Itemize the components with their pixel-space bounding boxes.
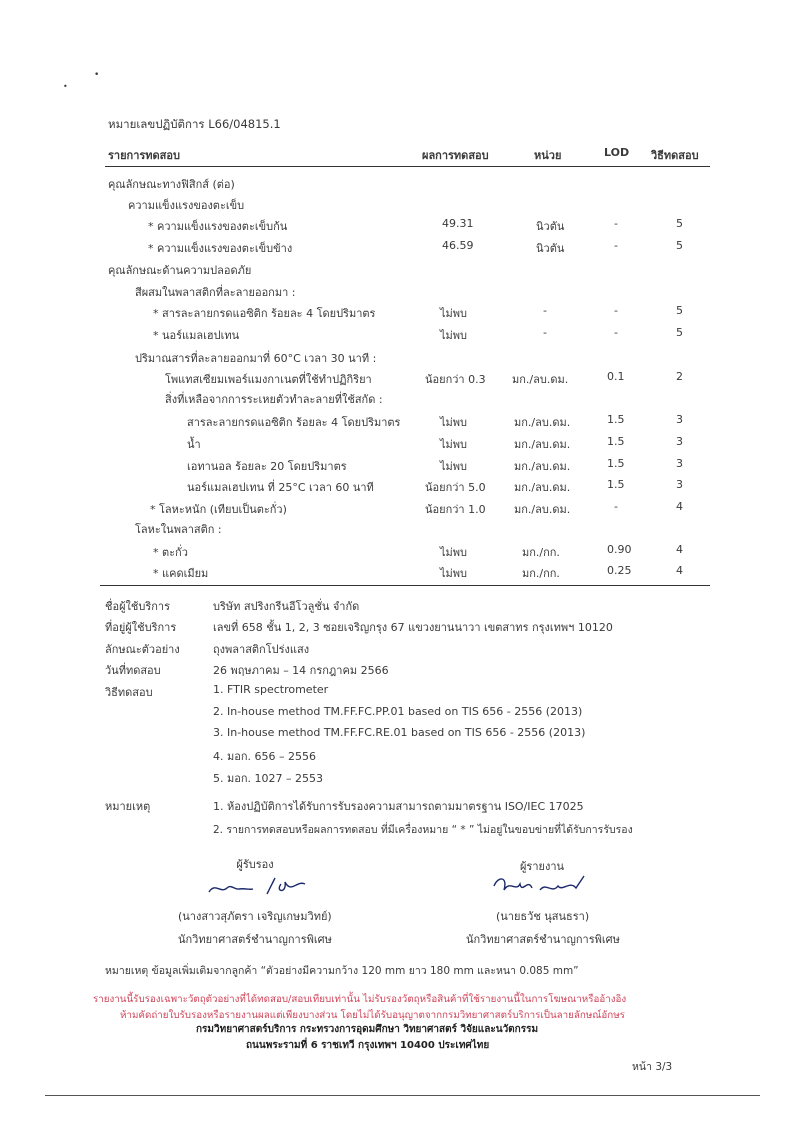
row-method: 3 — [676, 435, 683, 448]
row-method: 2 — [676, 370, 683, 383]
row-lod: 1.5 — [607, 435, 625, 448]
method-item: 4. มอก. 656 – 2556 — [213, 750, 316, 763]
row-method: 5 — [676, 217, 683, 230]
header-divider — [105, 166, 710, 167]
customer-note: หมายเหตุ ข้อมูลเพิ่มเติมจากลูกค้า “ตัวอย่างมีความกว้าง 120 mm ยาว 180 mm และหนา 0.085 mm” — [105, 965, 579, 977]
reporter-signature — [490, 870, 590, 904]
row-method: 3 — [676, 478, 683, 491]
row-method: 5 — [676, 304, 683, 317]
row-item: * ความแข็งแรงของตะเข็บข้าง — [148, 242, 293, 255]
row-unit: - — [543, 326, 547, 339]
certifier-signature — [205, 870, 315, 904]
row-result: ไม่พบ — [440, 438, 468, 451]
row-unit: มก./ลบ.ดม. — [514, 481, 571, 494]
row-lod: - — [614, 217, 618, 230]
sample-label: ลักษณะตัวอย่าง — [105, 643, 180, 656]
method-label: วิธีทดสอบ — [105, 686, 153, 699]
row-item: คุณลักษณะด้านความปลอดภัย — [108, 264, 252, 277]
row-item: ความแข็งแรงของตะเข็บ — [128, 199, 245, 212]
row-item: คุณลักษณะทางฟิสิกส์ (ต่อ) — [108, 178, 235, 191]
header-unit: หน่วย — [534, 149, 562, 162]
org-name: กรมวิทยาศาสตร์บริการ กระทรวงการอุดมศึกษา วิทยาศาสตร์ วิจัยและนวัตกรรม — [196, 1024, 539, 1035]
certifier-position: นักวิทยาศาสตร์ชำนาญการพิเศษ — [178, 933, 332, 946]
row-item: สิ่งที่เหลือจากการระเหยตัวทำละลายที่ใช้สกัด : — [165, 393, 383, 406]
row-item: * นอร์แมลเฮปเทน — [153, 329, 240, 342]
disclaimer-line-2: ห้ามคัดถ่ายใบรับรองหรือรายงานผลแต่เพียงบางส่วน โดยไม่ได้รับอนุญาตจากกรมวิทยาศาสตร์บริการเป็นลายลักษณ์อักษร — [120, 1010, 625, 1021]
row-item: * โลหะหนัก (เทียบเป็นตะกั่ว) — [150, 503, 287, 516]
header-item: รายการทดสอบ — [108, 149, 180, 162]
date-value: 26 พฤษภาคม – 14 กรกฎาคม 2566 — [213, 664, 389, 677]
method-item: 3. In-house method TM.FF.FC.RE.01 based on TIS 656 - 2556 (2013) — [213, 726, 586, 739]
row-result: น้อยกว่า 1.0 — [425, 503, 486, 516]
row-item: สารละลายกรดแอซิติก ร้อยละ 4 โดยปริมาตร — [187, 416, 401, 429]
scan-dot: • — [63, 82, 68, 91]
row-item: * แคดเมียม — [153, 567, 209, 580]
row-item: * ความแข็งแรงของตะเข็บก้น — [148, 220, 288, 233]
row-unit: นิวตัน — [536, 220, 565, 233]
row-lod: - — [614, 304, 618, 317]
row-lod: 1.5 — [607, 478, 625, 491]
certifier-title: ผู้รับรอง — [236, 858, 274, 871]
address-value: เลขที่ 658 ชั้น 1, 2, 3 ซอยเจริญกรุง 67 แขวงยานนาวา เขตสาทร กรุงเทพฯ 10120 — [213, 621, 613, 634]
row-item: ปริมาณสารที่ละลายออกมาที่ 60°C เวลา 30 นาที : — [135, 352, 377, 365]
row-result: ไม่พบ — [440, 329, 468, 342]
row-unit: มก./ลบ.ดม. — [514, 416, 571, 429]
row-result: ไม่พบ — [440, 567, 468, 580]
row-unit: นิวตัน — [536, 242, 565, 255]
row-lod: 1.5 — [607, 413, 625, 426]
row-unit: มก./กก. — [522, 546, 560, 559]
row-result: น้อยกว่า 0.3 — [425, 373, 486, 386]
header-result: ผลการทดสอบ — [422, 149, 489, 162]
row-lod: - — [614, 500, 618, 513]
row-unit: มก./กก. — [522, 567, 560, 580]
row-lod: 1.5 — [607, 457, 625, 470]
row-item: เอทานอล ร้อยละ 20 โดยปริมาตร — [187, 460, 347, 473]
reporter-position: นักวิทยาศาสตร์ชำนาญการพิเศษ — [466, 933, 620, 946]
header-method: วิธีทดสอบ — [651, 149, 699, 162]
row-item: น้ำ — [187, 438, 201, 451]
reporter-title: ผู้รายงาน — [519, 860, 565, 873]
row-result: ไม่พบ — [440, 416, 468, 429]
row-method: 3 — [676, 457, 683, 470]
row-method: 5 — [676, 326, 683, 339]
method-item: 2. In-house method TM.FF.FC.PP.01 based on TIS 656 - 2556 (2013) — [213, 705, 583, 718]
client-value: บริษัท สปริงกรีนอีโวลูชั่น จำกัด — [213, 600, 360, 613]
note-item: 1. ห้องปฏิบัติการได้รับการรับรองความสามารถตามมาตรฐาน ISO/IEC 17025 — [213, 800, 584, 813]
row-method: 4 — [676, 500, 683, 513]
report-number: หมายเลขปฏิบัติการ L66/04815.1 — [108, 117, 281, 131]
row-item: สีผสมในพลาสติกที่ละลายออกมา : — [135, 286, 296, 299]
row-lod: - — [614, 239, 618, 252]
disclaimer-line-1: รายงานนี้รับรองเฉพาะวัตถุตัวอย่างที่ได้ทดสอบ/สอบเทียบเท่านั้น ไม่รับรองวัตถุหรือสินค้าที่ใช้รายงานนี้ในการโฆษณาหรืออ้างอิง — [93, 994, 627, 1005]
row-unit: มก./ลบ.ดม. — [514, 503, 571, 516]
row-result: ไม่พบ — [440, 307, 468, 320]
note-item: 2. รายการทดสอบหรือผลการทดสอบ ที่มีเครื่องหมาย “ * ” ไม่อยู่ในขอบข่ายที่ได้รับการรับรอง — [213, 824, 633, 836]
row-item: * สารละลายกรดแอซิติก ร้อยละ 4 โดยปริมาตร — [153, 307, 376, 320]
row-unit: - — [543, 304, 547, 317]
note-label: หมายเหตุ — [105, 800, 151, 813]
method-item: 5. มอก. 1027 – 2553 — [213, 772, 323, 785]
table-bottom-divider — [100, 585, 710, 586]
method-item: 1. FTIR spectrometer — [213, 683, 329, 696]
row-lod: - — [614, 326, 618, 339]
row-item: โลหะในพลาสติก : — [135, 523, 222, 536]
row-method: 4 — [676, 564, 683, 577]
scan-dot: • — [94, 70, 100, 80]
row-unit: มก./ลบ.ดม. — [514, 438, 571, 451]
row-method: 3 — [676, 413, 683, 426]
row-result: 49.31 — [442, 217, 474, 230]
certifier-name: (นางสาวสุภัตรา เจริญเกษมวิทย์) — [178, 910, 332, 923]
date-label: วันที่ทดสอบ — [105, 664, 161, 677]
row-item: โพแทสเซียมเพอร์แมงกาเนตที่ใช้ทำปฏิกิริยา — [165, 373, 372, 386]
address-label: ที่อยู่ผู้ใช้บริการ — [105, 621, 177, 634]
row-lod: 0.90 — [607, 543, 632, 556]
org-address: ถนนพระรามที่ 6 ราชเทวี กรุงเทพฯ 10400 ประเทศไทย — [246, 1040, 490, 1051]
row-item: * ตะกั่ว — [153, 546, 188, 559]
row-lod: 0.1 — [607, 370, 625, 383]
row-result: น้อยกว่า 5.0 — [425, 481, 486, 494]
row-unit: มก./ลบ.ดม. — [514, 460, 571, 473]
page-number: หน้า 3/3 — [632, 1061, 673, 1073]
row-result: ไม่พบ — [440, 460, 468, 473]
reporter-name: (นายธวัช นุสนธรา) — [496, 910, 590, 923]
row-result: 46.59 — [442, 239, 474, 252]
row-item: นอร์แมลเฮปเทน ที่ 25°C เวลา 60 นาที — [187, 481, 374, 494]
header-lod: LOD — [604, 146, 630, 159]
row-method: 5 — [676, 239, 683, 252]
row-result: ไม่พบ — [440, 546, 468, 559]
sample-value: ถุงพลาสติกโปร่งแสง — [213, 643, 310, 656]
bottom-rule — [45, 1095, 760, 1096]
client-label: ชื่อผู้ใช้บริการ — [105, 600, 170, 613]
row-lod: 0.25 — [607, 564, 632, 577]
row-method: 4 — [676, 543, 683, 556]
row-unit: มก./ลบ.ดม. — [512, 373, 569, 386]
